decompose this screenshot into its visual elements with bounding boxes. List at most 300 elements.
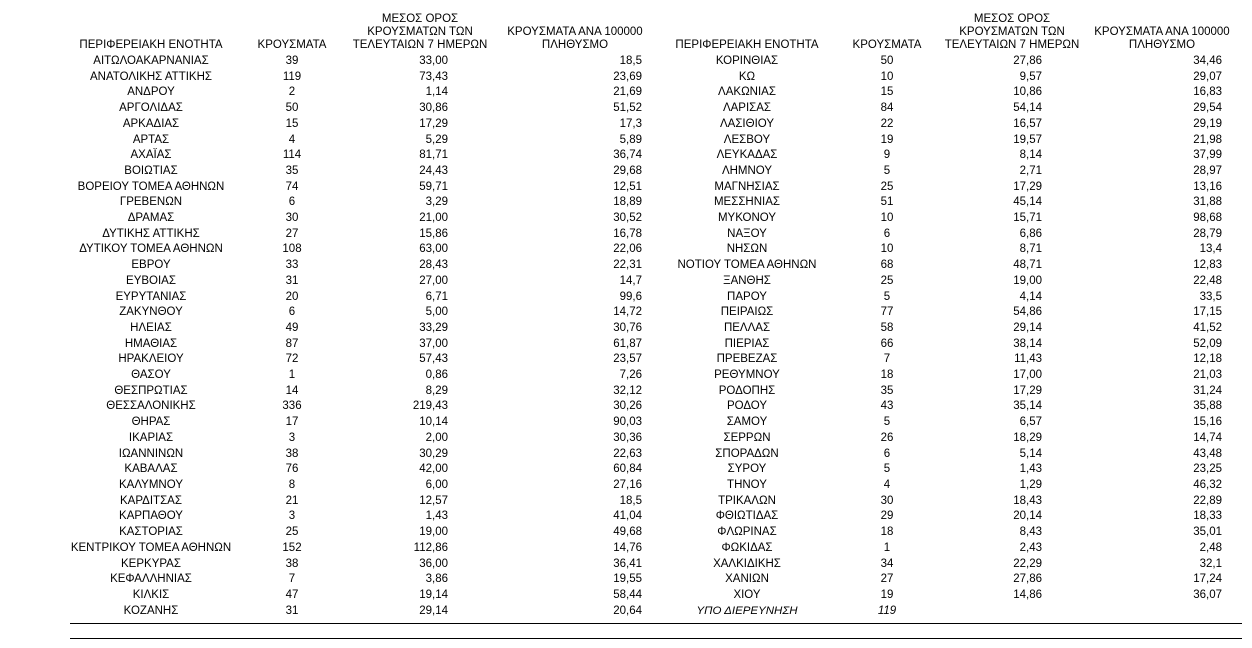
right-per100k-cell: 37,99	[1193, 149, 1222, 162]
right-per100k-cell: 98,68	[1193, 212, 1222, 225]
left-region-cell: ΚΑΣΤΟΡΙΑΣ	[119, 526, 183, 539]
right-per100k-cell: 33,5	[1199, 290, 1222, 303]
right-per100k-cell: 23,25	[1193, 463, 1222, 476]
left-per100k-cell: 30,76	[613, 321, 642, 334]
left-cases-cell: 31	[285, 274, 299, 287]
right-avg-cell: 22,29	[1013, 557, 1042, 570]
table-row	[70, 101, 1242, 117]
table-row	[70, 604, 1242, 620]
table-row	[70, 85, 1242, 101]
left-avg-cell: 37,00	[419, 337, 448, 350]
left-avg-cell: 19,14	[419, 588, 448, 601]
right-cases-cell: 10	[880, 243, 894, 256]
table-row	[70, 164, 1242, 180]
left-avg-cell: 0,86	[425, 369, 448, 382]
header-per100k-2: ΚΡΟΥΣΜΑΤΑ ΑΝΑ 100000 ΠΛΗΘΥΣΜΟ	[1094, 26, 1230, 51]
table-row	[70, 290, 1242, 306]
right-region-cell: ΣΥΡΟΥ	[727, 463, 767, 476]
left-cases-cell: 7	[288, 573, 296, 586]
left-cases-cell: 114	[282, 149, 302, 162]
right-cases-cell: 50	[880, 55, 894, 67]
right-avg-cell: 14,86	[1013, 588, 1042, 601]
left-cases-cell: 1	[288, 369, 296, 382]
table-row	[70, 431, 1242, 447]
right-per100k-cell: 22,89	[1193, 494, 1222, 507]
right-cases-cell: 34	[880, 557, 894, 570]
right-region-cell: ΜΕΣΣΗΝΙΑΣ	[713, 196, 781, 209]
right-per100k-cell: 16,83	[1193, 86, 1222, 99]
left-avg-cell: 8,29	[425, 384, 448, 397]
left-avg-cell: 15,86	[419, 227, 448, 240]
right-cases-cell: 6	[883, 447, 891, 460]
left-avg-cell: 10,14	[419, 416, 448, 429]
right-region-cell: ΝΟΤΙΟΥ ΤΟΜΕΑ ΑΘΗΝΩΝ	[677, 259, 817, 272]
left-cases-cell: 14	[285, 384, 299, 397]
right-per100k-cell: 32,1	[1199, 557, 1222, 570]
left-avg-cell: 1,14	[425, 86, 448, 99]
left-region-cell: ΘΗΡΑΣ	[131, 416, 171, 429]
right-region-cell: ΛΕΥΚΑΔΑΣ	[716, 149, 778, 162]
left-region-cell: ΚΑΡΠΑΘΟΥ	[119, 510, 183, 523]
left-avg-cell: 33,00	[419, 55, 448, 67]
bottom-rule-1	[70, 623, 1242, 624]
right-cases-cell: 29	[880, 510, 894, 523]
left-per100k-cell: 99,6	[619, 290, 642, 303]
right-avg-cell: 35,14	[1013, 400, 1042, 413]
right-region-cell: ΧΑΝΙΩΝ	[725, 573, 769, 586]
left-region-cell: ΕΥΒΟΙΑΣ	[126, 274, 176, 287]
left-avg-cell: 5,00	[425, 306, 448, 319]
left-per100k-cell: 14,72	[613, 306, 642, 319]
header-region-2: ΠΕΡΙΦΕΡΕΙΑΚΗ ΕΝΟΤΗΤΑ	[675, 39, 819, 51]
table-row	[70, 337, 1242, 353]
right-per100k-cell: 34,46	[1193, 55, 1222, 67]
left-region-cell: ΚΑΛΥΜΝΟΥ	[119, 478, 183, 491]
left-avg-cell: 27,00	[419, 274, 448, 287]
right-avg-cell: 29,14	[1013, 321, 1042, 334]
left-per100k-cell: 22,31	[613, 259, 642, 272]
right-cases-cell: 9	[883, 149, 891, 162]
right-per100k-cell: 28,97	[1193, 164, 1222, 177]
right-cases-cell: 84	[880, 102, 894, 115]
right-region-cell: ΝΑΞΟΥ	[727, 227, 767, 240]
left-per100k-cell: 16,78	[613, 227, 642, 240]
table-row	[70, 352, 1242, 368]
table-row	[70, 368, 1242, 384]
right-per100k-cell: 21,98	[1193, 133, 1222, 146]
left-cases-cell: 17	[285, 416, 299, 429]
right-cases-cell: 27	[880, 573, 894, 586]
left-cases-cell: 6	[288, 196, 296, 209]
table-row	[70, 242, 1242, 258]
right-cases-cell: 51	[880, 196, 894, 209]
left-per100k-cell: 23,69	[613, 70, 642, 83]
left-cases-cell: 108	[282, 243, 302, 256]
right-avg-cell: 4,14	[1019, 290, 1042, 303]
left-cases-cell: 38	[285, 557, 299, 570]
left-per100k-cell: 18,5	[619, 494, 642, 507]
right-avg-cell: 10,86	[1013, 86, 1042, 99]
left-avg-cell: 1,43	[425, 510, 448, 523]
right-avg-cell: 16,57	[1013, 117, 1042, 130]
right-per100k-cell: 29,19	[1193, 117, 1222, 130]
right-region-cell: ΛΗΜΝΟΥ	[721, 164, 773, 177]
left-cases-cell: 336	[282, 400, 302, 413]
left-per100k-cell: 17,3	[619, 117, 642, 130]
left-per100k-cell: 22,06	[613, 243, 642, 256]
right-avg-cell: 19,57	[1013, 133, 1042, 146]
left-region-cell: ΘΕΣΣΑΛΟΝΙΚΗΣ	[106, 400, 196, 413]
left-cases-cell: 25	[285, 526, 299, 539]
right-per100k-cell: 52,09	[1193, 337, 1222, 350]
table-row	[70, 321, 1242, 337]
left-per100k-cell: 58,44	[613, 588, 642, 601]
left-per100k-cell: 18,5	[619, 55, 642, 67]
right-avg-cell: 8,71	[1019, 243, 1042, 256]
right-avg-cell: 17,00	[1013, 369, 1042, 382]
table-row	[70, 274, 1242, 290]
table-row	[70, 133, 1242, 149]
right-cases-cell: 26	[880, 431, 894, 444]
header-per100k: ΚΡΟΥΣΜΑΤΑ ΑΝΑ 100000 ΠΛΗΘΥΣΜΟ	[507, 26, 643, 51]
left-per100k-cell: 29,68	[613, 164, 642, 177]
right-avg-cell: 6,86	[1019, 227, 1042, 240]
right-cases-cell: 30	[880, 494, 894, 507]
right-region-cell: ΤΗΝΟΥ	[727, 478, 767, 491]
right-region-cell: ΠΙΕΡΙΑΣ	[724, 337, 770, 350]
left-cases-cell: 3	[288, 510, 296, 523]
left-avg-cell: 21,00	[419, 212, 448, 225]
right-region-cell: ΤΡΙΚΑΛΩΝ	[718, 494, 776, 507]
left-avg-cell: 28,43	[419, 259, 448, 272]
left-region-cell: ΚΟΖΑΝΗΣ	[123, 604, 179, 617]
right-cases-cell: 58	[880, 321, 894, 334]
table-row	[70, 258, 1242, 274]
right-per100k-cell: 29,54	[1193, 102, 1222, 115]
table-row	[70, 384, 1242, 400]
right-region-cell: ΠΕΙΡΑΙΩΣ	[720, 306, 774, 319]
header-cases: ΚΡΟΥΣΜΑΤΑ	[257, 39, 327, 51]
left-region-cell: ΓΡΕΒΕΝΩΝ	[119, 196, 183, 209]
left-per100k-cell: 14,7	[619, 274, 642, 287]
right-region-cell: ΛΑΚΩΝΙΑΣ	[718, 86, 776, 99]
left-region-cell: ΗΡΑΚΛΕΙΟΥ	[118, 353, 184, 366]
header-region: ΠΕΡΙΦΕΡΕΙΑΚΗ ΕΝΟΤΗΤΑ	[79, 39, 223, 51]
left-region-cell: ΒΟΙΩΤΙΑΣ	[124, 164, 178, 177]
left-region-cell: ΚΕΡΚΥΡΑΣ	[121, 557, 181, 570]
left-per100k-cell: 20,64	[613, 604, 642, 617]
right-avg-cell: 48,71	[1013, 259, 1042, 272]
right-region-cell: ΣΠΟΡΑΔΩΝ	[715, 447, 779, 460]
left-avg-cell: 6,71	[425, 290, 448, 303]
left-avg-cell: 59,71	[419, 180, 448, 193]
right-region-cell: ΚΩ	[738, 70, 756, 83]
right-cases-cell: 5	[883, 416, 891, 429]
right-avg-cell: 45,14	[1013, 196, 1042, 209]
left-avg-cell: 3,29	[425, 196, 448, 209]
right-per100k-cell: 12,18	[1193, 353, 1222, 366]
table-body	[70, 54, 1242, 619]
left-region-cell: ΑΝΔΡΟΥ	[127, 86, 175, 99]
left-cases-cell: 6	[288, 306, 296, 319]
left-cases-cell: 72	[285, 353, 299, 366]
left-per100k-cell: 22,63	[613, 447, 642, 460]
right-avg-cell: 27,86	[1013, 573, 1042, 586]
left-cases-cell: 76	[285, 463, 299, 476]
left-cases-cell: 49	[285, 321, 299, 334]
left-region-cell: ΙΚΑΡΙΑΣ	[128, 431, 174, 444]
right-cases-cell: 19	[880, 133, 894, 146]
table-row	[70, 572, 1242, 588]
left-cases-cell: 4	[288, 133, 296, 146]
right-region-cell: ΝΗΣΩΝ	[726, 243, 768, 256]
left-per100k-cell: 18,89	[613, 196, 642, 209]
left-cases-cell: 2	[288, 86, 296, 99]
table-row	[70, 494, 1242, 510]
right-per100k-cell	[1082, 604, 1242, 620]
right-cases-cell: 15	[880, 86, 894, 99]
right-per100k-cell: 13,16	[1193, 180, 1222, 193]
table-row	[70, 70, 1242, 86]
right-per100k-cell: 17,15	[1193, 306, 1222, 319]
right-avg-cell: 18,43	[1013, 494, 1042, 507]
table-row	[70, 195, 1242, 211]
right-cases-cell: 7	[883, 353, 891, 366]
left-region-cell: ΑΡΓΟΛΙΔΑΣ	[119, 102, 183, 115]
right-per100k-cell: 15,16	[1193, 416, 1222, 429]
left-avg-cell: 63,00	[419, 243, 448, 256]
left-per100k-cell: 41,04	[613, 510, 642, 523]
left-cases-cell: 35	[285, 164, 299, 177]
left-avg-cell: 5,29	[425, 133, 448, 146]
left-avg-cell: 29,14	[419, 604, 448, 617]
right-avg-cell: 17,29	[1013, 384, 1042, 397]
table-row	[70, 399, 1242, 415]
left-cases-cell: 152	[282, 541, 302, 554]
left-per100k-cell: 7,26	[619, 369, 642, 382]
table-row	[70, 117, 1242, 133]
left-per100k-cell: 49,68	[613, 526, 642, 539]
header-cases-2: ΚΡΟΥΣΜΑΤΑ	[852, 39, 922, 51]
left-per100k-cell: 23,57	[613, 353, 642, 366]
right-avg-cell: 5,14	[1019, 447, 1042, 460]
left-avg-cell: 30,29	[419, 447, 448, 460]
right-avg-cell: 8,14	[1019, 149, 1042, 162]
table-row	[70, 211, 1242, 227]
right-region-cell: ΜΑΓΝΗΣΙΑΣ	[714, 180, 780, 193]
left-cases-cell: 31	[285, 604, 299, 617]
right-region-cell: ΦΩΚΙΔΑΣ	[721, 541, 773, 554]
left-per100k-cell: 14,76	[613, 541, 642, 554]
right-per100k-cell: 41,52	[1193, 321, 1222, 334]
right-avg-cell: 54,86	[1013, 306, 1042, 319]
left-region-cell: ΑΡΤΑΣ	[132, 133, 170, 146]
right-per100k-cell: 18,33	[1193, 510, 1222, 523]
right-cases-cell: 22	[880, 117, 894, 130]
left-region-cell: ΕΒΡΟΥ	[131, 259, 171, 272]
left-per100k-cell: 30,36	[613, 431, 642, 444]
right-region-cell: ΠΡΕΒΕΖΑΣ	[716, 353, 778, 366]
left-avg-cell: 24,43	[419, 164, 448, 177]
left-cases-cell: 30	[285, 212, 299, 225]
left-avg-cell: 81,71	[419, 149, 448, 162]
left-avg-cell: 33,29	[419, 321, 448, 334]
left-per100k-cell: 36,74	[613, 149, 642, 162]
left-cases-cell: 38	[285, 447, 299, 460]
right-cases-cell: 66	[880, 337, 894, 350]
right-per100k-cell: 46,32	[1193, 478, 1222, 491]
left-region-cell: ΑΙΤΩΛΟΑΚΑΡΝΑΝΙΑΣ	[93, 55, 209, 67]
left-region-cell: ΒΟΡΕΙΟΥ ΤΟΜΕΑ ΑΘΗΝΩΝ	[77, 180, 225, 193]
right-per100k-cell: 21,03	[1193, 369, 1222, 382]
table-row	[70, 54, 1242, 70]
left-region-cell: ΑΝΑΤΟΛΙΚΗΣ ΑΤΤΙΚΗΣ	[89, 70, 212, 83]
right-per100k-cell: 35,01	[1193, 526, 1222, 539]
right-per100k-cell: 14,74	[1193, 431, 1222, 444]
right-region-cell: ΡΟΔΟΠΗΣ	[718, 384, 776, 397]
table-row	[70, 462, 1242, 478]
right-region-cell: ΧΙΟΥ	[733, 588, 761, 601]
left-region-cell: ΔΥΤΙΚΗΣ ΑΤΤΙΚΗΣ	[102, 227, 200, 240]
left-region-cell: ΙΩΑΝΝΙΝΩΝ	[118, 447, 184, 460]
left-per100k-cell: 51,52	[613, 102, 642, 115]
right-cases-cell: 4	[883, 478, 891, 491]
right-region-cell: ΧΑΛΚΙΔΙΚΗΣ	[713, 557, 781, 570]
right-region-cell: ΞΑΝΘΗΣ	[723, 274, 771, 287]
right-region-cell: ΜΥΚΟΝΟΥ	[717, 212, 777, 225]
right-avg-cell: 20,14	[1013, 510, 1042, 523]
right-per100k-cell: 35,88	[1193, 400, 1222, 413]
right-region-cell: ΣΑΜΟΥ	[726, 416, 768, 429]
right-avg-cell: 2,71	[1019, 164, 1042, 177]
bottom-rule-2	[70, 638, 1242, 639]
table-row	[70, 415, 1242, 431]
header-avg-2: ΜΕΣΟΣ ΟΡΟΣ ΚΡΟΥΣΜΑΤΩΝ ΤΩΝ ΤΕΛΕΥΤΑΙΩΝ 7 ΗΜΕΡΩΝ	[944, 13, 1080, 51]
left-cases-cell: 3	[288, 431, 296, 444]
left-cases-cell: 8	[288, 478, 296, 491]
right-per100k-cell: 29,07	[1193, 70, 1222, 83]
right-cases-cell: 25	[880, 180, 894, 193]
left-cases-cell: 50	[285, 102, 299, 115]
right-per100k-cell: 31,88	[1193, 196, 1222, 209]
left-region-cell: ΑΡΚΑΔΙΑΣ	[122, 117, 180, 130]
left-avg-cell: 42,00	[419, 463, 448, 476]
right-cases-cell: 25	[880, 274, 894, 287]
left-avg-cell: 112,86	[413, 541, 448, 554]
left-cases-cell: 47	[285, 588, 299, 601]
table-row	[70, 180, 1242, 196]
left-cases-cell: 21	[285, 494, 299, 507]
left-region-cell: ΔΥΤΙΚΟΥ ΤΟΜΕΑ ΑΘΗΝΩΝ	[79, 243, 223, 256]
right-region-cell: ΥΠΟ ΔΙΕΡΕΥΝΗΣΗ	[696, 604, 798, 617]
right-cases-cell: 35	[880, 384, 894, 397]
right-cases-cell: 77	[880, 306, 894, 319]
left-region-cell: ΚΙΛΚΙΣ	[132, 588, 170, 601]
left-avg-cell: 19,00	[419, 526, 448, 539]
left-per100k-cell: 36,41	[613, 557, 642, 570]
left-region-cell: ΘΑΣΟΥ	[131, 369, 171, 382]
left-region-cell: ΚΑΡΔΙΤΣΑΣ	[120, 494, 182, 507]
right-avg-cell: 9,57	[1019, 70, 1042, 83]
right-cases-cell: 6	[883, 227, 891, 240]
left-per100k-cell: 5,89	[619, 133, 642, 146]
header-row	[70, 8, 1242, 54]
table-row	[70, 525, 1242, 541]
right-per100k-cell: 31,24	[1193, 384, 1222, 397]
left-region-cell: ΕΥΡΥΤΑΝΙΑΣ	[115, 290, 187, 303]
left-cases-cell: 15	[285, 117, 299, 130]
right-avg-cell: 15,71	[1013, 212, 1042, 225]
right-avg-cell: 38,14	[1013, 337, 1042, 350]
right-cases-cell: 18	[880, 526, 894, 539]
left-avg-cell: 2,00	[425, 431, 448, 444]
left-cases-cell: 33	[285, 259, 299, 272]
right-avg-cell: 6,57	[1019, 416, 1042, 429]
left-per100k-cell: 30,26	[613, 400, 642, 413]
left-per100k-cell: 12,51	[613, 180, 642, 193]
right-per100k-cell: 28,79	[1193, 227, 1222, 240]
right-region-cell: ΦΛΩΡΙΝΑΣ	[717, 526, 777, 539]
left-avg-cell: 30,86	[419, 102, 448, 115]
right-avg-cell: 1,43	[1019, 463, 1042, 476]
left-region-cell: ΗΛΕΙΑΣ	[130, 321, 172, 334]
table-row	[70, 148, 1242, 164]
left-cases-cell: 39	[285, 55, 299, 67]
right-cases-cell: 5	[883, 164, 891, 177]
left-per100k-cell: 90,03	[613, 416, 642, 429]
left-region-cell: ΚΕΦΑΛΛΗΝΙΑΣ	[110, 573, 192, 586]
right-region-cell: ΛΕΣΒΟΥ	[723, 133, 771, 146]
left-cases-cell: 87	[285, 337, 299, 350]
left-region-cell: ΘΕΣΠΡΩΤΙΑΣ	[114, 384, 188, 397]
table-row	[70, 509, 1242, 525]
left-avg-cell: 12,57	[419, 494, 448, 507]
table-row	[70, 227, 1242, 243]
right-per100k-cell: 13,4	[1199, 243, 1222, 256]
left-per100k-cell: 61,87	[613, 337, 642, 350]
table-row	[70, 557, 1242, 573]
right-avg-cell: 2,43	[1019, 541, 1042, 554]
left-per100k-cell: 27,16	[613, 478, 642, 491]
right-region-cell: ΛΑΡΙΣΑΣ	[722, 102, 772, 115]
left-per100k-cell: 19,55	[613, 573, 642, 586]
table-row	[70, 588, 1242, 604]
left-avg-cell: 219,43	[412, 400, 448, 413]
right-avg-cell: 11,43	[1014, 353, 1042, 366]
right-avg-cell: 17,29	[1013, 180, 1042, 193]
right-cases-cell: 18	[880, 369, 894, 382]
left-region-cell: ΖΑΚΥΝΘΟΥ	[119, 306, 183, 319]
left-region-cell: ΚΕΝΤΡΙΚΟΥ ΤΟΜΕΑ ΑΘΗΝΩΝ	[70, 541, 232, 554]
left-region-cell: ΚΑΒΑΛΑΣ	[124, 463, 178, 476]
right-region-cell: ΡΟΔΟΥ	[726, 400, 768, 413]
right-per100k-cell: 22,48	[1193, 274, 1222, 287]
table-row	[70, 305, 1242, 321]
right-cases-cell: 5	[883, 290, 891, 303]
left-cases-cell: 20	[285, 290, 299, 303]
right-region-cell: ΛΑΣΙΘΙΟΥ	[719, 117, 775, 130]
right-region-cell: ΡΕΘΥΜΝΟΥ	[714, 369, 780, 382]
left-avg-cell: 57,43	[419, 353, 448, 366]
right-region-cell: ΚΟΡΙΝΘΙΑΣ	[715, 55, 779, 67]
right-cases-cell: 5	[883, 463, 891, 476]
right-region-cell: ΠΕΛΛΑΣ	[723, 321, 771, 334]
right-cases-cell: 10	[880, 70, 894, 83]
left-avg-cell: 36,00	[419, 557, 448, 570]
left-avg-cell: 6,00	[425, 478, 448, 491]
right-avg-cell: 1,29	[1019, 478, 1042, 491]
left-per100k-cell: 30,52	[613, 212, 642, 225]
